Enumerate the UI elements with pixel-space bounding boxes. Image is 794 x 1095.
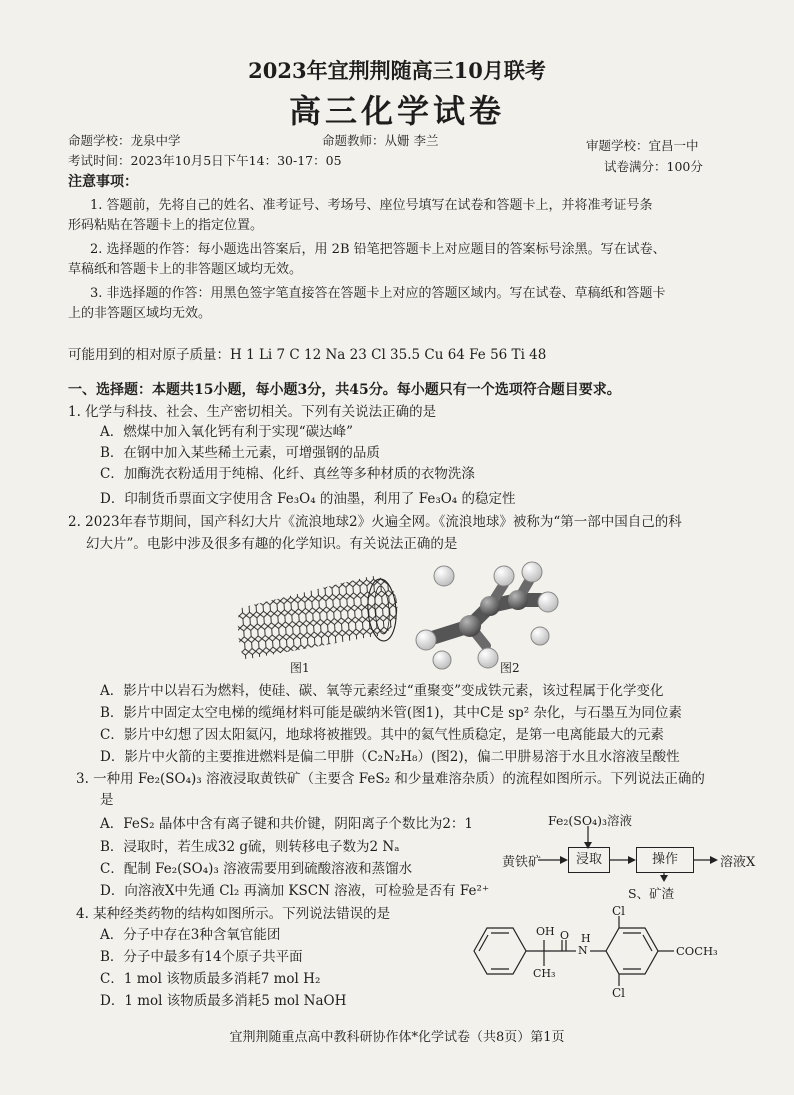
figure-2-caption: 图2 <box>500 661 520 675</box>
exam-time-label: 考试时间：2023年10月5日下午14：30-17：05 <box>68 153 342 168</box>
mol-chlorine-top-label: Cl <box>612 904 626 918</box>
q2-option-d: D．影片中火箭的主要推进燃料是偏二甲肼（C₂N₂H₈）(图2)，偏二甲肼易溶于水且水溶液呈酸性 <box>100 749 680 765</box>
mol-acetyl-label: COCH₃ <box>676 944 718 958</box>
q4-option-a: A．分子中存在3种含氧官能团 <box>100 927 281 943</box>
mol-chlorine-bottom-label: Cl <box>612 986 626 1000</box>
note-1-line-2: 形码粘贴在答题卡上的指定位置。 <box>68 218 264 233</box>
flow-output-residue: S、矿渣 <box>628 886 675 901</box>
q1-stem: 1. 化学与科技、社会、生产密切相关。下列有关说法正确的是 <box>68 404 437 420</box>
figure-1-caption: 图1 <box>290 661 310 675</box>
q2-option-b: B．影片中固定太空电梯的缆绳材料可能是碳纳米管(图1)，其中C是 sp² 杂化，与石墨互为同位素 <box>100 705 682 721</box>
q2-option-c: C．影片中幻想了因太阳氦闪，地球将被摧毁。其中的氦气性质稳定，是第一电离能最大的元素 <box>100 727 664 743</box>
section-1-heading: 一、选择题：本题共15小题，每小题3分，共45分。每小题只有一个选项符合题目要求。 <box>68 382 621 398</box>
flow-input-solution: Fe₂(SO₄)₃溶液 <box>548 813 632 828</box>
note-2-line-2: 草稿纸和答题卡上的非答题区域均无效。 <box>68 262 303 277</box>
q1-option-c: C．加酶洗衣粉适用于纯棉、化纤、真丝等多种材质的衣物洗涤 <box>100 466 475 482</box>
flow-step-operation: 操作 <box>636 847 694 873</box>
q4-option-b: B．分子中最多有14个原子共平面 <box>100 949 303 965</box>
page-footer: 宜荆荆随重点高中教科研协作体*化学试卷（共8页）第1页 <box>229 1030 565 1045</box>
note-3-line-1: 3. 非选择题的作答：用黑色签字笔直接答在答题卡上对应的答题区域内。写在试卷、草稿纸和答题卡 <box>90 286 666 301</box>
mol-carbonyl-oxygen-label: O <box>560 929 570 942</box>
note-3-line-2: 上的非答题区域均无效。 <box>68 306 212 321</box>
mol-methyl-label: CH₃ <box>533 967 556 980</box>
q2-stem-line-2: 幻大片”。电影中涉及很多有趣的化学知识。有关说法正确的是 <box>86 536 458 552</box>
q4-option-d: D．1 mol 该物质最多消耗5 mol NaOH <box>100 993 347 1009</box>
atomic-masses-line: 可能用到的相对原子质量：H 1 Li 7 C 12 Na 23 Cl 35.5 Cu 64 Fe 56 Ti 48 <box>68 347 547 363</box>
note-2-line-1: 2. 选择题的作答：每小题选出答案后，用 2B 铅笔把答题卡上对应题目的答案标号涂黑。写在试卷、 <box>90 242 666 257</box>
flow-output-solution-x: 溶液X <box>720 855 756 870</box>
full-score-label: 试卷满分：100分 <box>604 159 703 174</box>
q3-option-c: C．配制 Fe₂(SO₄)₃ 溶液需要用到硫酸溶液和蒸馏水 <box>100 861 413 877</box>
q3-stem-line-1: 3. 一种用 Fe₂(SO₄)₃ 溶液浸取黄铁矿（主要含 FeS₂ 和少量难溶杂质）的流程如图所示。下列说法正确的 <box>76 771 705 787</box>
q2-stem-line-1: 2. 2023年春节期间，国产科幻大片《流浪地球2》火遍全网。《流浪地球》被称为“第一部中国自己的科 <box>68 514 682 530</box>
q4-stem: 4. 某种经类药物的结构如图所示。下列说法错误的是 <box>76 906 391 922</box>
exam-series-title: 2023年宜荆荆随高三10月联考 <box>248 58 546 83</box>
note-1-line-1: 1. 答题前，先将自己的姓名、准考证号、考场号、座位号填写在试卷和答题卡上，并将准考证号条 <box>90 198 653 213</box>
mol-amide-n-label: N <box>578 944 588 957</box>
q3-stem-line-2: 是 <box>100 792 114 808</box>
q2-option-a: A．影片中以岩石为燃料，使硅、碳、氧等元素经过“重聚变”变成铁元素，该过程属于化学变化 <box>100 683 664 699</box>
exam-paper-title: 高三化学试卷 <box>288 92 505 130</box>
teacher-label: 命题教师：从姗 李兰 <box>322 133 439 148</box>
carbon-nanotube-figure <box>236 574 404 660</box>
flow-input-ore: 黄铁矿 <box>502 855 542 870</box>
q1-option-b: B．在钢中加入某些稀土元素，可增强钢的品质 <box>100 445 380 461</box>
q4-option-c: C．1 mol 该物质最多消耗7 mol H₂ <box>100 971 321 987</box>
notes-heading: 注意事项： <box>68 174 138 190</box>
molecule-ball-stick-figure <box>412 560 562 670</box>
school-label: 命题学校：龙泉中学 <box>68 133 181 148</box>
q3-option-b: B．浸取时，若生成32 g硫，则转移电子数为2 Nₐ <box>100 839 400 855</box>
review-school-label: 审题学校：宜昌一中 <box>586 138 699 153</box>
q1-option-a: A．燃煤中加入氧化钙有利于实现“碳达峰” <box>100 424 354 440</box>
q3-option-d: D．向溶液X中先通 Cl₂ 再滴加 KSCN 溶液，可检验是否有 Fe²⁺ <box>100 883 490 899</box>
flow-step-leaching: 浸取 <box>568 847 610 873</box>
mol-amide-h-label: H <box>581 932 591 945</box>
q1-option-d: D．印制货币票面文字使用含 Fe₃O₄ 的油墨，利用了 Fe₃O₄ 的稳定性 <box>100 491 516 507</box>
mol-hydroxyl-label: OH <box>536 925 555 938</box>
q3-option-a: A．FeS₂ 晶体中含有离子键和共价键，阴阳离子个数比为2：1 <box>100 816 473 832</box>
